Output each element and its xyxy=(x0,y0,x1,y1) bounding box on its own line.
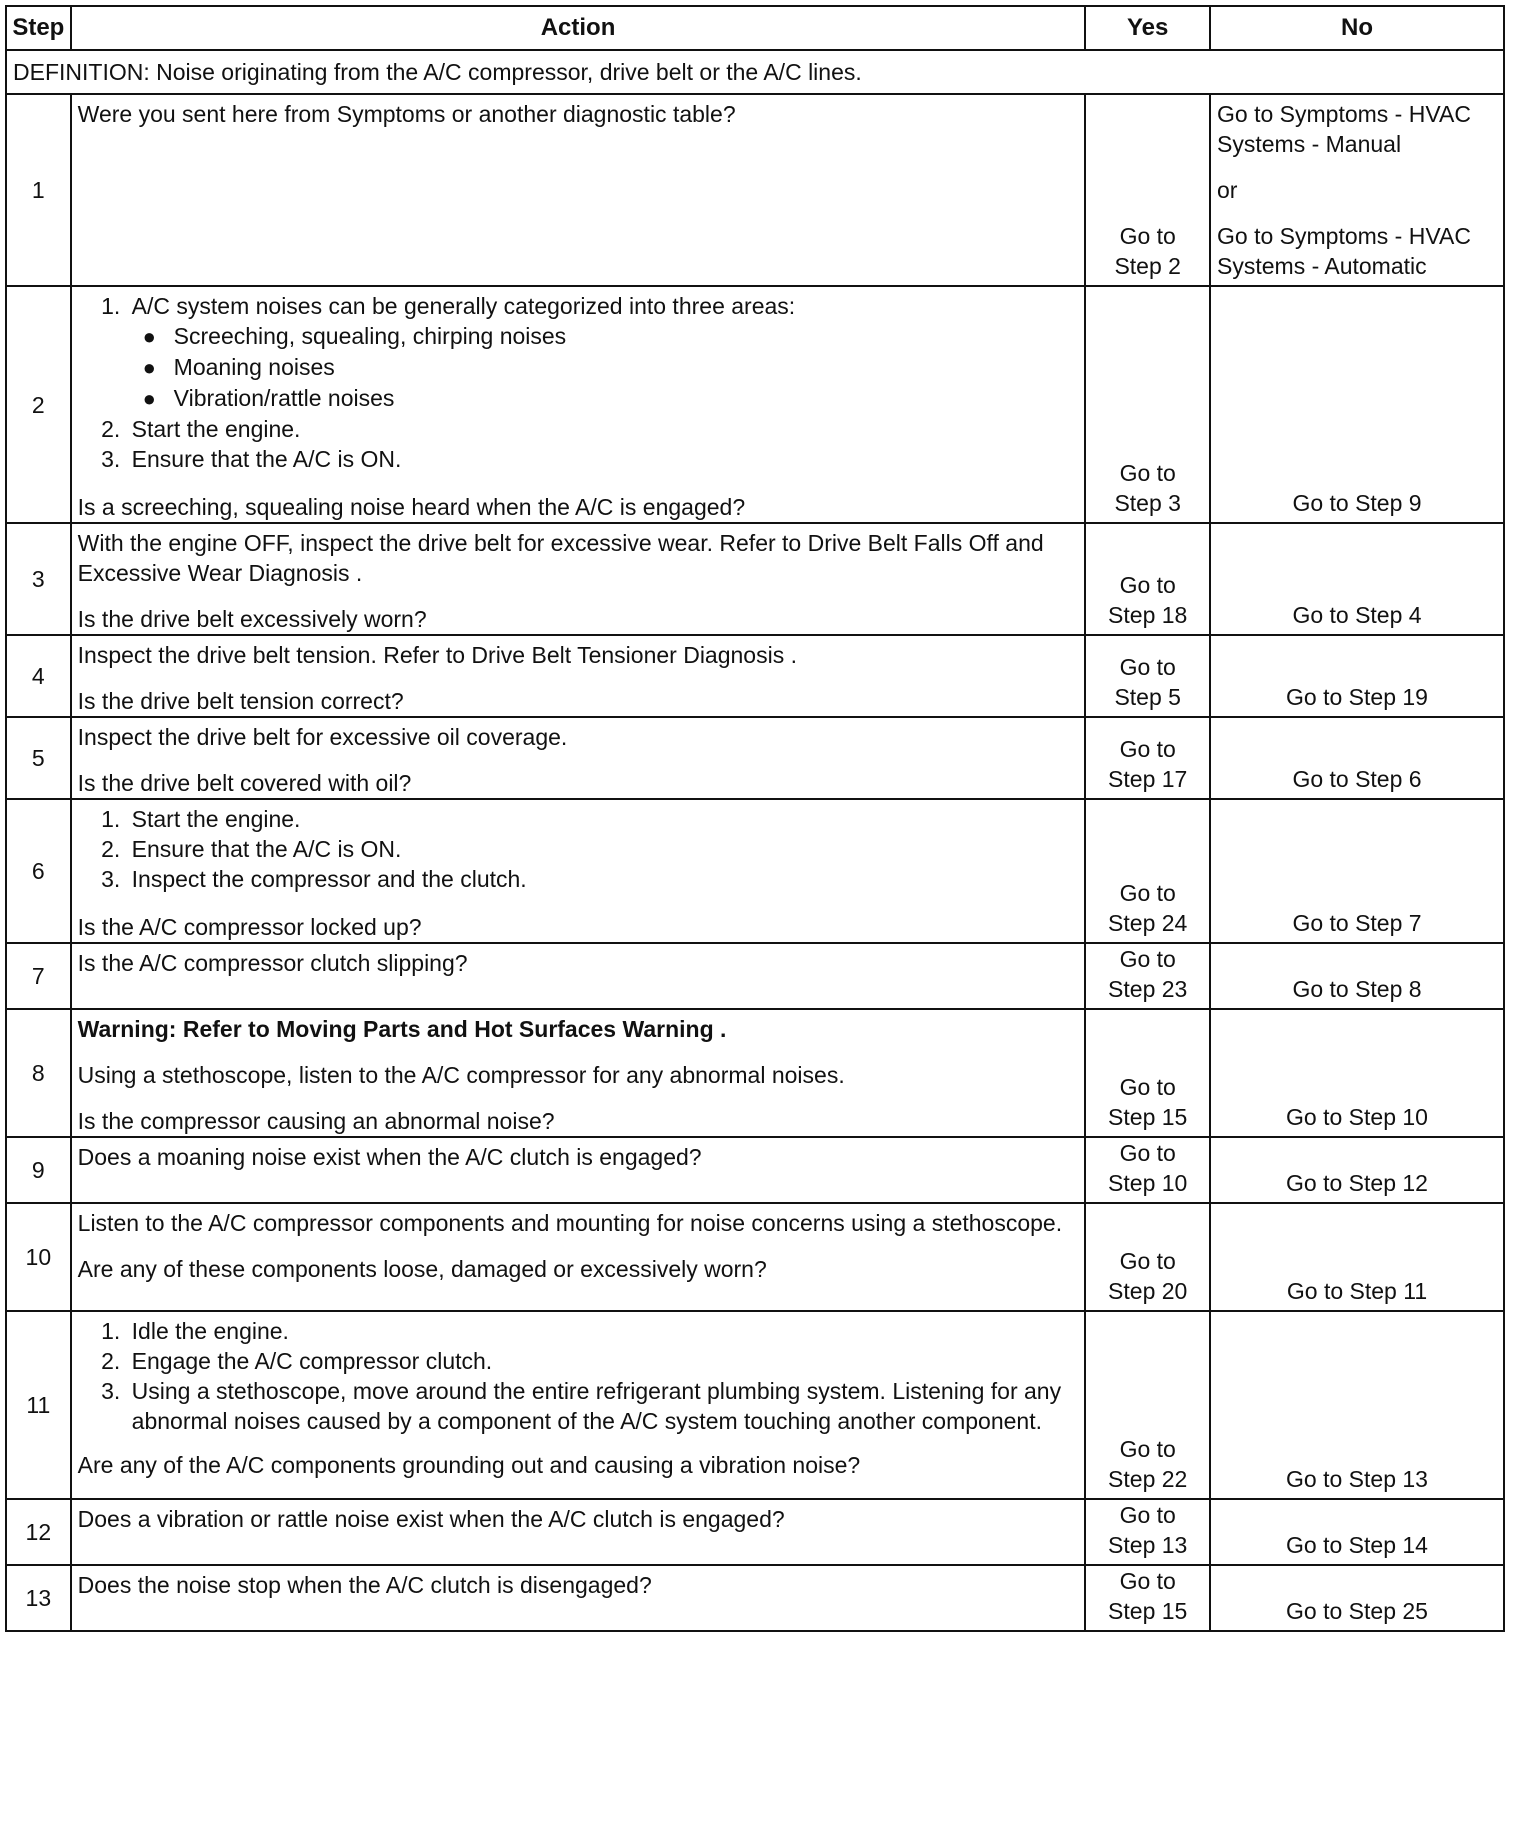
step-number: 4 xyxy=(6,635,71,717)
yes-line: Go to xyxy=(1119,1436,1176,1462)
step-number: 2 xyxy=(6,286,71,523)
no-cell: Go to Step 9 xyxy=(1210,286,1504,523)
bullet-item: ● Moaning noises xyxy=(174,352,1079,383)
question-text: Are any of the A/C components grounding out and causing a vibration noise? xyxy=(77,1452,861,1478)
action-cell xyxy=(71,1137,1086,1203)
instruction-text: Using a stethoscope, listen to the A/C compressor for any abnormal noises. xyxy=(77,1062,845,1088)
yes-line: Go to xyxy=(1119,736,1176,762)
question-text: Is the A/C compressor locked up? xyxy=(77,914,422,940)
table-row xyxy=(6,1203,1504,1311)
yes-line: Go to xyxy=(1119,460,1176,486)
table-row xyxy=(6,1499,1504,1565)
instruction-list xyxy=(78,291,1079,474)
no-cell: Go to Step 12 xyxy=(1210,1137,1504,1203)
yes-line: Go to xyxy=(1119,946,1176,972)
no-cell: Go to Step 8 xyxy=(1210,943,1504,1009)
question-text: Is a screeching, squealing noise heard when the A/C is engaged? xyxy=(77,494,746,520)
instruction-item: 3. Inspect the compressor and the clutch. xyxy=(127,864,1079,894)
definition-row xyxy=(6,50,1504,94)
action-cell xyxy=(71,1565,1086,1631)
instruction-item: 2. Engage the A/C compressor clutch. xyxy=(127,1346,1079,1376)
step-number: 12 xyxy=(6,1499,71,1565)
no-cell: Go to Step 11 xyxy=(1210,1203,1504,1311)
action-cell xyxy=(71,799,1086,943)
yes-cell xyxy=(1085,1137,1210,1203)
table-row xyxy=(6,635,1504,717)
step-number: 3 xyxy=(6,523,71,635)
question-text: Is the drive belt excessively worn? xyxy=(77,606,427,632)
action-cell xyxy=(71,1009,1086,1137)
instruction-item: 3. Ensure that the A/C is ON. xyxy=(127,444,1079,474)
yes-cell xyxy=(1085,1499,1210,1565)
header-yes: Yes xyxy=(1085,6,1210,50)
header-step: Step xyxy=(6,6,71,50)
action-cell xyxy=(71,717,1086,799)
instruction-text: Inspect the drive belt tension. Refer to Drive Belt Tensioner Diagnosis . xyxy=(77,642,797,668)
yes-line: Go to xyxy=(1119,223,1176,249)
step-number: 1 xyxy=(6,94,71,286)
instruction-item: 1. Start the engine. xyxy=(127,804,1079,834)
yes-cell xyxy=(1085,635,1210,717)
yes-line: Go to xyxy=(1119,654,1176,680)
action-cell xyxy=(71,635,1086,717)
no-line: Go to Symptoms - HVAC xyxy=(1217,223,1471,249)
yes-line: Step 24 xyxy=(1108,910,1188,936)
definition-text: DEFINITION: Noise originating from the A/C compressor, drive belt or the A/C lines. xyxy=(6,50,1504,94)
yes-line: Step 5 xyxy=(1114,684,1181,710)
yes-cell xyxy=(1085,799,1210,943)
yes-cell xyxy=(1085,943,1210,1009)
action-cell xyxy=(71,1311,1086,1499)
instruction-item: 3. Using a stethoscope, move around the entire refrigerant plumbing system. Listening for any abnormal noises caused by a component of the A/C system touching another component. xyxy=(127,1376,1079,1436)
yes-line: Go to xyxy=(1119,1074,1176,1100)
question-text: Is the drive belt covered with oil? xyxy=(77,770,412,796)
step-number: 13 xyxy=(6,1565,71,1631)
question-text: Does a moaning noise exist when the A/C clutch is engaged? xyxy=(77,1144,702,1170)
table-row xyxy=(6,1311,1504,1499)
step-number: 9 xyxy=(6,1137,71,1203)
yes-line: Go to xyxy=(1119,1502,1176,1528)
table-row xyxy=(6,717,1504,799)
yes-line: Step 13 xyxy=(1108,1532,1188,1558)
yes-cell xyxy=(1085,94,1210,286)
diagnostic-table xyxy=(5,5,1505,1632)
no-cell: Go to Step 13 xyxy=(1210,1311,1504,1499)
header-action: Action xyxy=(71,6,1086,50)
header-row xyxy=(6,6,1504,50)
yes-line: Go to xyxy=(1119,880,1176,906)
step-number: 8 xyxy=(6,1009,71,1137)
yes-line: Step 3 xyxy=(1114,490,1181,516)
question-text: Were you sent here from Symptoms or another diagnostic table? xyxy=(77,101,736,127)
step-number: 6 xyxy=(6,799,71,943)
no-cell xyxy=(1210,94,1504,286)
action-cell xyxy=(71,94,1086,286)
step-number: 7 xyxy=(6,943,71,1009)
no-line: Go to Symptoms - HVAC xyxy=(1217,101,1471,127)
table-row xyxy=(6,1565,1504,1631)
question-text: Does the noise stop when the A/C clutch is disengaged? xyxy=(77,1572,652,1598)
yes-line: Step 20 xyxy=(1108,1278,1188,1304)
table-row xyxy=(6,1137,1504,1203)
yes-line: Step 15 xyxy=(1108,1104,1188,1130)
question-text: Does a vibration or rattle noise exist when the A/C clutch is engaged? xyxy=(77,1506,785,1532)
yes-line: Step 2 xyxy=(1114,253,1181,279)
instruction-text: Inspect the drive belt for excessive oil coverage. xyxy=(77,724,568,750)
yes-cell xyxy=(1085,1203,1210,1311)
yes-line: Step 18 xyxy=(1108,602,1188,628)
step-number: 10 xyxy=(6,1203,71,1311)
instruction-item: 2. Start the engine. xyxy=(127,414,1079,444)
table-row xyxy=(6,943,1504,1009)
header-no: No xyxy=(1210,6,1504,50)
no-cell: Go to Step 25 xyxy=(1210,1565,1504,1631)
action-cell xyxy=(71,523,1086,635)
yes-cell xyxy=(1085,286,1210,523)
step-number: 5 xyxy=(6,717,71,799)
yes-cell xyxy=(1085,1009,1210,1137)
instruction-item: 1. Idle the engine. xyxy=(127,1316,1079,1346)
no-cell: Go to Step 19 xyxy=(1210,635,1504,717)
no-cell: Go to Step 10 xyxy=(1210,1009,1504,1137)
yes-line: Step 17 xyxy=(1108,766,1188,792)
instruction-list xyxy=(78,804,1079,894)
action-cell xyxy=(71,286,1086,523)
no-cell: Go to Step 6 xyxy=(1210,717,1504,799)
question-text: Is the A/C compressor clutch slipping? xyxy=(77,950,468,976)
yes-line: Go to xyxy=(1119,1248,1176,1274)
yes-cell xyxy=(1085,1565,1210,1631)
action-cell xyxy=(71,1499,1086,1565)
yes-cell xyxy=(1085,523,1210,635)
action-cell xyxy=(71,943,1086,1009)
instruction-item xyxy=(127,291,1079,414)
instruction-list xyxy=(78,1316,1079,1436)
no-line: Systems - Manual xyxy=(1217,131,1402,157)
yes-line: Go to xyxy=(1119,1568,1176,1594)
question-text: Is the drive belt tension correct? xyxy=(77,688,404,714)
step-number: 11 xyxy=(6,1311,71,1499)
table-row xyxy=(6,523,1504,635)
bullet-item: ● Screeching, squealing, chirping noises xyxy=(174,321,1079,352)
no-line: or xyxy=(1217,177,1238,203)
yes-line: Go to xyxy=(1119,1140,1176,1166)
no-cell: Go to Step 4 xyxy=(1210,523,1504,635)
table-row xyxy=(6,94,1504,286)
yes-line: Step 23 xyxy=(1108,976,1188,1002)
diagnostic-table-container xyxy=(5,5,1505,1632)
yes-cell xyxy=(1085,717,1210,799)
instruction-text: A/C system noises can be generally categorized into three areas: xyxy=(131,293,796,319)
table-row xyxy=(6,286,1504,523)
bullet-list xyxy=(132,321,1079,414)
yes-line: Step 10 xyxy=(1108,1170,1188,1196)
no-line: Systems - Automatic xyxy=(1217,253,1427,279)
yes-line: Go to xyxy=(1119,572,1176,598)
question-text: Is the compressor causing an abnormal noise? xyxy=(77,1108,555,1134)
yes-cell xyxy=(1085,1311,1210,1499)
yes-line: Step 15 xyxy=(1108,1598,1188,1624)
bullet-item: ● Vibration/rattle noises xyxy=(174,383,1079,414)
instruction-text: With the engine OFF, inspect the drive belt for excessive wear. Refer to Drive Belt Falls Off and Excessive Wear Diagnosis . xyxy=(77,530,1044,586)
question-text: Are any of these components loose, damaged or excessively worn? xyxy=(77,1256,767,1282)
action-cell xyxy=(71,1203,1086,1311)
instruction-item: 2. Ensure that the A/C is ON. xyxy=(127,834,1079,864)
no-cell: Go to Step 7 xyxy=(1210,799,1504,943)
warning-text: Warning: Refer to Moving Parts and Hot Surfaces Warning . xyxy=(77,1016,727,1042)
yes-line: Step 22 xyxy=(1108,1466,1188,1492)
table-row xyxy=(6,799,1504,943)
instruction-text: Listen to the A/C compressor components and mounting for noise concerns using a stethoscope. xyxy=(77,1210,1063,1236)
no-cell: Go to Step 14 xyxy=(1210,1499,1504,1565)
table-row xyxy=(6,1009,1504,1137)
